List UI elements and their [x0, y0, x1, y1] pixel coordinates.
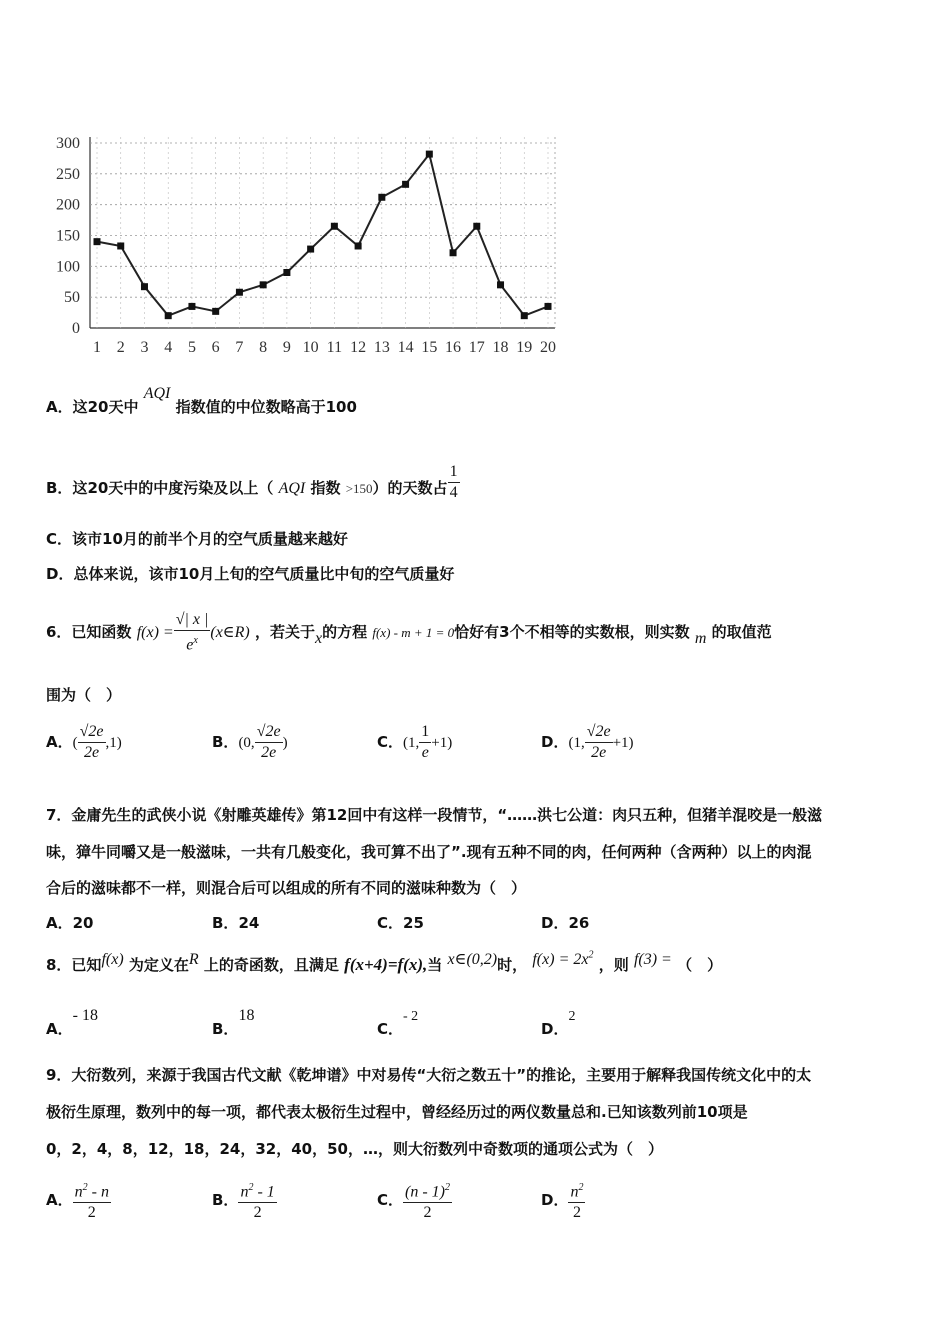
option-label: D．: [541, 1191, 569, 1210]
function-fraction: [174, 610, 211, 655]
periodicity-equation: f(x+4)=f(x),: [344, 955, 428, 974]
data-point: [497, 281, 504, 288]
option-text: 指数: [310, 479, 341, 497]
denominator: 2: [572, 1204, 581, 1222]
x-tick-label: 9: [282, 339, 291, 356]
q6-stem-line2: 围为（ ）: [46, 686, 122, 704]
x-tick-label: 8: [259, 339, 268, 356]
interval-open: (0,: [238, 735, 255, 751]
stem-text: 为定义在: [128, 956, 189, 974]
exponent: 2: [82, 1182, 88, 1193]
q9-option-c[interactable]: [377, 1178, 452, 1223]
q6-option-c[interactable]: [377, 722, 452, 763]
x-tick-label: 7: [235, 339, 244, 356]
numerator-base: (n - 1): [405, 1183, 445, 1201]
exponent: x: [193, 635, 198, 646]
aqi-math: AQI: [278, 480, 306, 497]
q8-option-a[interactable]: [46, 1004, 98, 1038]
y-tick-label: 50: [64, 289, 80, 307]
x-tick-label: 20: [540, 339, 556, 356]
x-tick-label: 5: [187, 339, 196, 356]
option-label: B．: [46, 479, 73, 497]
interval-close: +1): [431, 735, 453, 751]
q9-option-d[interactable]: [541, 1178, 585, 1223]
data-point: [94, 238, 101, 245]
stem-text: ，若关于: [254, 623, 315, 642]
option-label: C．: [377, 733, 404, 751]
data-point: [117, 242, 124, 249]
option-label: B．: [212, 1020, 239, 1038]
denominator: 2e: [84, 744, 100, 761]
exponent: 2: [445, 1182, 450, 1193]
x-tick-label: 3: [140, 339, 149, 356]
data-point: [141, 283, 148, 290]
denominator: 2e: [261, 744, 277, 761]
option-value: - 2: [403, 1009, 419, 1024]
y-tick-label: 100: [56, 258, 80, 276]
aqi-series-line: [97, 154, 548, 316]
numerator-base: n: [74, 1183, 83, 1201]
q7-stem-line3: 合后的滋味都不一样，则混合后可以组成的所有不同的滋味种数为（ ）: [46, 879, 527, 897]
numerator-base: n: [570, 1183, 579, 1201]
equation: f(x) - m + 1 = 0: [372, 625, 455, 641]
interval: x∈(0,2): [447, 951, 498, 968]
option-text: 总体来说，该市10月上旬的空气质量比中旬的空气质量好: [73, 565, 455, 583]
option-label: A．: [46, 733, 73, 751]
fraction-one-quarter: [448, 462, 460, 503]
numerator: √2e: [255, 722, 283, 743]
denominator: e: [421, 744, 429, 761]
aqi-line-chart: [50, 128, 570, 358]
x-tick-label: 18: [492, 339, 509, 356]
denominator: 2: [253, 1204, 262, 1222]
y-tick-label: 300: [56, 135, 80, 152]
x-tick-label: 16: [445, 339, 462, 356]
x-tick-label: 1: [93, 339, 101, 356]
q6-option-b[interactable]: [212, 722, 288, 763]
q8-option-b[interactable]: [212, 1004, 255, 1038]
fraction: [78, 722, 106, 763]
q5-option-a[interactable]: [46, 385, 357, 417]
q9-option-a[interactable]: [46, 1178, 111, 1223]
data-point: [450, 249, 457, 256]
aqi-series-points: [94, 151, 552, 320]
numerator-base: n: [240, 1183, 249, 1201]
data-point: [260, 281, 267, 288]
denominator: 2: [423, 1204, 432, 1222]
option-label: D．: [541, 914, 569, 932]
q7-option-c[interactable]: [377, 912, 424, 933]
domain: (x∈R): [210, 624, 250, 642]
option-value: 25: [403, 914, 424, 932]
var-x: x: [315, 630, 323, 648]
function-f: f(x): [101, 951, 124, 968]
numerator: √2e: [78, 722, 106, 743]
option-label: A．: [46, 1191, 73, 1210]
exponent: 2: [588, 949, 594, 961]
fraction: [585, 722, 613, 763]
x-tick-label: 19: [516, 339, 533, 356]
data-point: [521, 312, 528, 319]
option-value: 20: [72, 914, 94, 932]
data-point: [331, 223, 338, 230]
q9-stem-line3: 0，2，4，8，12，18，24，32，40，50，…，则大衍数列中奇数项的通项公式为（ ）: [46, 1140, 663, 1158]
option-label: B．: [212, 914, 239, 932]
q5-option-b[interactable]: [46, 463, 460, 509]
data-point: [283, 269, 290, 276]
stem-text: 的方程: [322, 623, 368, 642]
q7-stem-line1: 7．金庸先生的武侠小说《射雕英雄传》第12回中有这样一段情节，“……洪七公道：肉只五种，但猪羊混咬是一般滋: [46, 806, 823, 824]
fraction: [403, 1178, 452, 1223]
fraction: [419, 722, 431, 763]
option-value: 2: [568, 1009, 576, 1024]
stem-text: 8．已知: [46, 956, 102, 974]
target-value: f(3) =: [633, 951, 672, 968]
option-label: C．: [46, 530, 73, 548]
data-point: [307, 246, 314, 253]
data-point: [473, 223, 480, 230]
x-tick-label: 4: [164, 339, 173, 356]
q9-option-b[interactable]: [212, 1178, 277, 1223]
numerator: √| x |: [174, 610, 211, 631]
numerator: 1: [448, 462, 460, 483]
stem-text: 上的奇函数，且满足: [203, 956, 339, 974]
numerator-rest: - n: [87, 1183, 109, 1201]
x-tick-label: 15: [421, 339, 438, 356]
data-point: [426, 151, 433, 158]
option-label: C．: [377, 914, 404, 932]
numerator: √2e: [585, 722, 613, 743]
option-label: A．: [46, 1020, 73, 1038]
option-label: D．: [541, 1020, 569, 1038]
x-tick-label: 13: [373, 339, 390, 356]
q9-stem-line1: 9．大衍数列，来源于我国古代文献《乾坤谱》中对易传“大衍之数五十”的推论，主要用于解释我国传统文化中的太: [46, 1066, 812, 1084]
denominator: 2: [87, 1204, 96, 1222]
numerator: 1: [419, 722, 431, 743]
q7-option-d[interactable]: [541, 912, 589, 933]
option-label: B．: [212, 1191, 239, 1210]
aqi-condition: >150: [345, 481, 373, 496]
option-label: B．: [212, 733, 239, 751]
option-text: 指数值的中位数略高于100: [175, 398, 357, 416]
option-label: C．: [377, 1191, 404, 1210]
q8-stem: [46, 949, 723, 975]
var-m: m: [694, 630, 707, 648]
q6-option-a[interactable]: [46, 722, 122, 763]
aqi-math: AQI: [143, 385, 171, 402]
y-tick-label: 250: [56, 165, 80, 183]
q7-option-a[interactable]: [46, 912, 93, 933]
x-axis-ticks: [93, 339, 556, 356]
x-tick-label: 2: [116, 339, 125, 356]
interval-open: (1,: [568, 735, 585, 751]
data-point: [402, 181, 409, 188]
y-tick-label: 150: [56, 227, 80, 245]
y-tick-label: 200: [56, 196, 80, 214]
function-f: f(x) =: [136, 624, 174, 642]
numerator-rest: - 1: [253, 1183, 275, 1201]
q7-option-b[interactable]: [212, 912, 259, 933]
option-label: A．: [46, 914, 73, 932]
fraction: [255, 722, 283, 763]
data-point: [378, 194, 385, 201]
denominator: 4: [449, 484, 458, 501]
interval-close: +1): [612, 735, 634, 751]
denominator: e: [186, 636, 194, 654]
data-point: [236, 289, 243, 296]
data-point: [212, 308, 219, 315]
x-tick-label: 12: [350, 339, 367, 356]
y-tick-label: 0: [72, 320, 80, 337]
stem-text: （ ）: [677, 956, 723, 974]
stem-text: 的取值范: [711, 623, 772, 642]
data-point: [355, 242, 362, 249]
interval-open: (1,: [403, 735, 420, 751]
q7-stem-line2: 味，獐牛同嚼又是一般滋味，一共有几般变化，我可算不出了”.现有五种不同的肉，任何两种（含两种）以上的肉混: [46, 843, 812, 861]
denominator: 2e: [591, 744, 607, 761]
stem-text: 6．已知函数: [46, 623, 132, 642]
stem-text: 恰好有3个不相等的实数根，则实数: [454, 623, 690, 642]
fraction: [238, 1178, 276, 1223]
definition: [532, 951, 593, 968]
x-tick-label: 17: [468, 339, 485, 356]
x-tick-label: 6: [211, 339, 220, 356]
interval-close: ): [282, 735, 288, 751]
stem-text: 时，: [497, 956, 528, 974]
x-tick-label: 10: [302, 339, 319, 356]
q5-option-c[interactable]: [46, 528, 348, 549]
option-label: A．: [46, 398, 73, 416]
interval-close: ,1): [105, 735, 122, 751]
x-tick-label: 11: [326, 339, 343, 356]
option-text: 该市10月的前半个月的空气质量越来越好: [72, 530, 348, 548]
q5-option-d[interactable]: [46, 563, 454, 584]
option-value: - 18: [72, 1007, 98, 1024]
data-point: [188, 303, 195, 310]
x-tick-label: 14: [397, 339, 414, 356]
interval-open: (: [72, 735, 78, 751]
option-label: D．: [541, 733, 569, 751]
option-value: 18: [238, 1007, 255, 1024]
q9-stem-line2: 极衍生原理，数列中的每一项，都代表太极衍生过程中，曾经经历过的两仪数量总和.已知该数列前10项是: [46, 1103, 748, 1121]
fraction: [568, 1178, 585, 1223]
q8-option-c[interactable]: [377, 1004, 419, 1038]
q6-stem: [46, 610, 772, 655]
q8-option-d[interactable]: [541, 1004, 576, 1038]
option-label: D．: [46, 565, 74, 583]
set-r: R: [188, 951, 199, 968]
option-text: 这20天中: [72, 398, 139, 416]
exponent: 2: [248, 1182, 254, 1193]
data-point: [545, 303, 552, 310]
option-value: 24: [238, 914, 260, 932]
stem-text: 当: [427, 956, 443, 974]
y-axis-ticks: [56, 135, 80, 337]
option-text: ）的天数占: [372, 479, 448, 497]
exponent: 2: [578, 1182, 584, 1193]
stem-text: ，则: [598, 956, 629, 974]
option-label: C．: [377, 1020, 404, 1038]
option-value: 26: [568, 914, 590, 932]
data-point: [165, 312, 172, 319]
definition-base: f(x) = 2x: [532, 951, 589, 968]
q6-option-d[interactable]: [541, 722, 634, 763]
fraction: [73, 1178, 111, 1223]
option-text: 这20天中的中度污染及以上（: [72, 479, 274, 497]
chart-grid: [90, 137, 555, 328]
